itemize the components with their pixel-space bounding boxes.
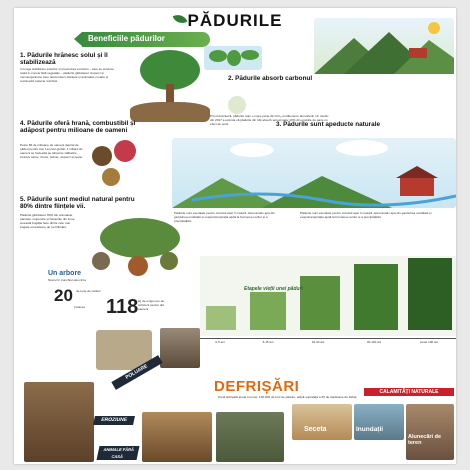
- tree-stat-sub: Stocul în trunchiul său circa: [48, 278, 86, 282]
- section-4-text: Peste 86 de milioane de oameni depind de păduri pentru trai. La nivel global, 1 miliard de oameni se bazează pe alimente sălbatice, inclusiv carne, fructe, plante, ciuperci și pește.: [20, 144, 84, 159]
- section-4-title: 4. Pădurile oferă hrană, combustibil și adăpost pentru milioane de oameni: [20, 120, 136, 135]
- section-5-title: 5. Pădurile sunt mediul natural pentru 80% dintre ființele vii.: [20, 196, 135, 211]
- section-3-text-left: Pădurile sunt esențiale pentru circuitul apei în natură. Aproximativ apa din gazduirea umiditatii și evapotranspirația ajută la formarea norilor și a precipitațiilor.: [174, 212, 275, 223]
- section-1-text: În lunga stabilizare solurilor și prevenirea eroziunii – care se produce rapid în zonele fără vegetație – pădurile găzduiesc ciuperci și microorganisme care descompun plantele și animalele moarte și reciclează materia nutritivă.: [20, 68, 115, 83]
- logging-photo: [216, 412, 284, 462]
- tree-stat-number: 20: [54, 286, 73, 305]
- poster: [14, 8, 456, 464]
- berries-photo: [114, 140, 136, 162]
- age-tick: 15-30 ani: [311, 340, 325, 344]
- animals-homeless-label: ANIMALE FĂRĂ CASĂ: [97, 446, 140, 460]
- tree-stat-label: Un arbore: [48, 270, 82, 277]
- age-axis: [200, 338, 456, 339]
- fox-photo: [128, 256, 148, 276]
- forest-illustration: [314, 18, 454, 74]
- forest-svg: [314, 18, 454, 74]
- life-stages-svg: [200, 256, 456, 336]
- landslide-photo: [406, 404, 454, 460]
- age-tick: 5-15 ani: [262, 340, 274, 344]
- co2-leaf-icon: [228, 96, 246, 114]
- world-map-svg: [204, 46, 262, 70]
- soil: [130, 102, 210, 122]
- fish-photo: [102, 168, 120, 186]
- section-5-text: Pădurile găzduiesc 80% din animalele, plantele, ciupercile și bacteriile din lume. Această bogăție face dintre cele mai bogate ecosisteme de pe Pământ.: [20, 214, 76, 229]
- age-tick: peste 100 ani: [419, 340, 438, 344]
- section-2-text: Prin fotosinteză, pădurile rețin o mare parte din CO₂-ul eliberat în atmosferă. Un studiu din 2017 a estimat că pădurile din UE absorb aproximativ 10% din emisiile de gaze cu efect de seră.: [210, 115, 329, 126]
- owl-photo: [92, 252, 110, 270]
- deforestation-title: DEFRIȘĂRI: [214, 378, 300, 395]
- age-tick: 30-100 ani: [366, 340, 382, 344]
- flood-label: Inundații: [356, 426, 384, 433]
- erosion-label: EROZIUNE: [93, 416, 135, 425]
- world-map: [204, 46, 262, 70]
- tree-stat-unit: de tone de carbon: [76, 289, 101, 293]
- mushroom-photo: [92, 146, 112, 166]
- erosion-photo: [24, 382, 94, 462]
- pollution-photo: [160, 328, 200, 368]
- drought-label: Seceta: [304, 426, 327, 433]
- oxygen-number: 118: [106, 296, 139, 318]
- drought-photo: [292, 404, 352, 440]
- water-cycle-svg: [172, 138, 456, 208]
- life-stages-illustration: [200, 256, 456, 336]
- life-stages-title: Etapele vieții unei păduri: [244, 286, 303, 292]
- oxygen-label: kg de oxigen pe an, suficient pentru doi oameni: [138, 299, 166, 311]
- section-2-title: 2. Pădurile absorb carbonul: [228, 75, 313, 82]
- animals-illustration: [90, 218, 190, 278]
- pollution-label: POLUARE: [111, 355, 162, 390]
- age-tick: 0-5 ani: [215, 340, 225, 344]
- water-cycle-illustration: [172, 138, 456, 208]
- produce-label: produce: [74, 305, 86, 309]
- benefits-banner: Beneficiile pădurilor: [82, 32, 210, 47]
- deforestation-text: Zonă defrișată anual în lume: 130.000 de km² de pădure, adică suprafața a 35 de stadioane de fotbal.: [218, 396, 358, 399]
- landslide-label: Alunecări de teren: [408, 434, 442, 446]
- section-1-title: 1. Pădurile hrănesc solul și îl stabilizează: [20, 52, 108, 67]
- page-title: PĂDURILE: [187, 11, 283, 30]
- flood-photo: [354, 404, 404, 440]
- cut-trees-photo: [142, 412, 212, 462]
- calamities-banner: CALAMITĂȚI NATURALE: [364, 388, 454, 396]
- tree-roots-illustration: [126, 50, 212, 122]
- deer-photo: [160, 252, 178, 270]
- section-3-title: 3. Pădurile sunt apeducte naturale: [276, 121, 381, 128]
- section-3-text-right: Pădurile sunt esențiale pentru circuitul apei în natură. Aproximativ apa din gazduirea umiditatii și evapotranspirația ajută la formarea norilor și a precipitațiilor.: [300, 212, 432, 219]
